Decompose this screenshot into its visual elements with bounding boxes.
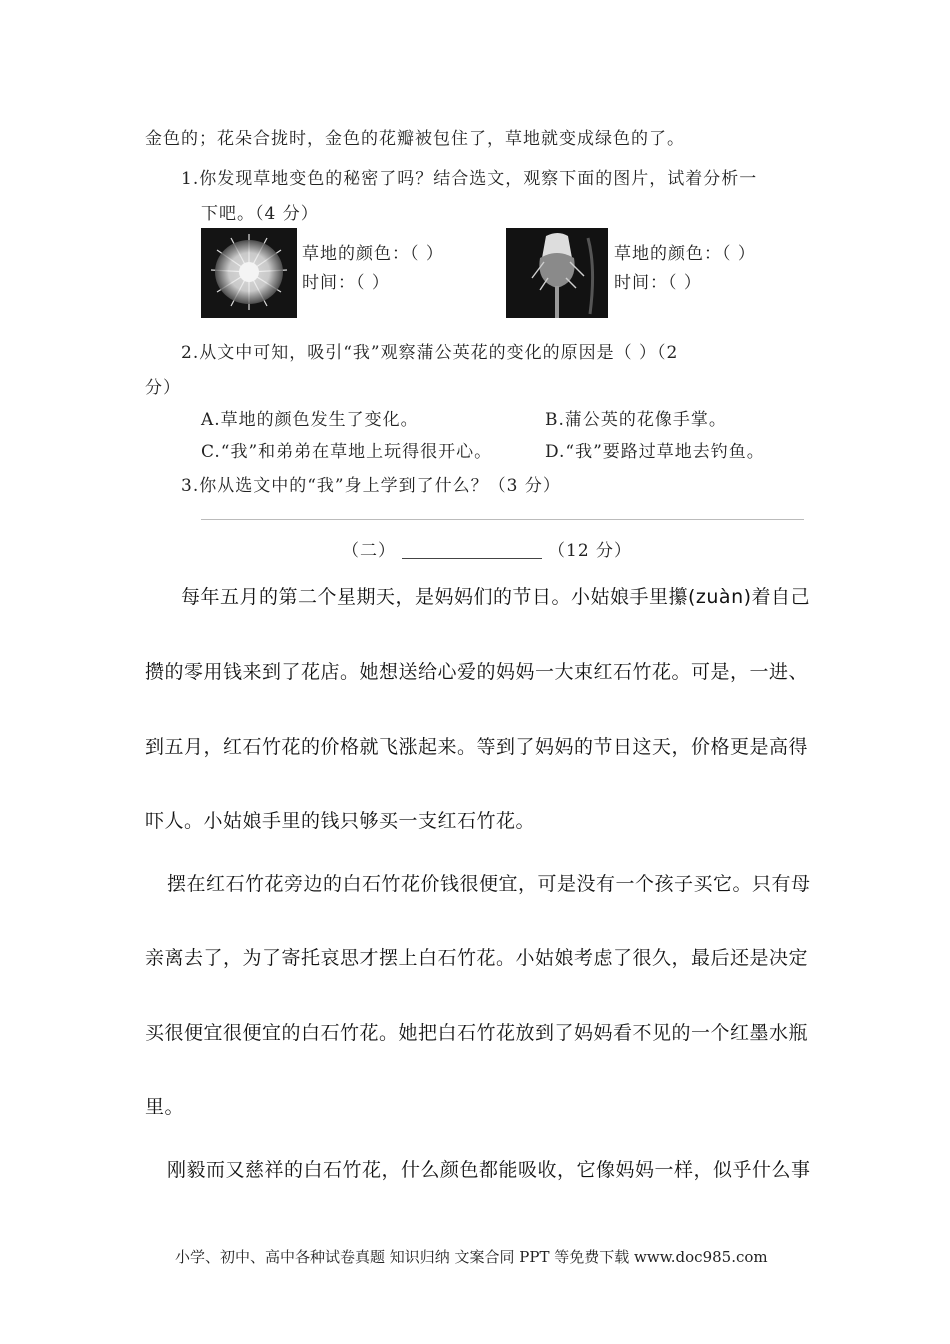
page-footer: 小学、初中、高中各种试卷真题 知识归纳 文案合同 PPT 等免费下载 www.doc985.com	[175, 1248, 768, 1266]
q2-line2: 分）	[145, 378, 181, 398]
passage1-end: 金色的；花朵合拢时，金色的花瓣被包住了，草地就变成绿色的了。	[145, 129, 685, 149]
img1-color-label: 草地的颜色：（ ）	[302, 244, 444, 264]
q1-line1: 1.你发现草地变色的秘密了吗？结合选文，观察下面的图片，试着分析一	[181, 169, 758, 189]
img2-color-label: 草地的颜色：（ ）	[614, 244, 756, 264]
q1-line2: 下吧。（4 分）	[201, 204, 319, 224]
p1-line4: 吓人。小姑娘手里的钱只够买一支红石竹花。	[145, 810, 536, 832]
p1-line1: 每年五月的第二个星期天，是妈妈们的节日。小姑娘手里攥(zuàn)着自己	[181, 586, 811, 608]
p1-line3: 到五月，红石竹花的价格就飞涨起来。等到了妈妈的节日这天，价格更是高得	[145, 736, 809, 758]
q2-option-c: C.“我”和弟弟在草地上玩得很开心。	[201, 442, 493, 462]
p3-line1: 刚毅而又慈祥的白石竹花，什么颜色都能吸收，它像妈妈一样，似乎什么事	[167, 1159, 811, 1181]
q3-answer-line	[201, 519, 804, 520]
section2-title-blank	[402, 544, 542, 559]
img2-time-label: 时间：（ ）	[614, 273, 702, 293]
closed-dandelion-photo	[506, 228, 608, 318]
img1-time-label: 时间：（ ）	[302, 273, 390, 293]
p2-line4: 里。	[145, 1096, 185, 1118]
q2-line1: 2.从文中可知，吸引“我”观察蒲公英花的变化的原因是（ ）（2	[181, 343, 679, 363]
section2-suffix: （12 分）	[548, 541, 633, 561]
q2-option-b: B.蒲公英的花像手掌。	[545, 410, 727, 430]
p2-line2: 亲离去了，为了寄托哀思才摆上白石竹花。小姑娘考虑了很久，最后还是决定	[145, 947, 809, 969]
open-dandelion-photo	[201, 228, 297, 318]
p1-line2: 攒的零用钱来到了花店。她想送给心爱的妈妈一大束红石竹花。可是，一进、	[145, 661, 809, 683]
q2-option-a: A.草地的颜色发生了变化。	[201, 410, 419, 430]
q3-line1: 3.你从选文中的“我”身上学到了什么？（3 分）	[181, 476, 561, 496]
p2-line1: 摆在红石竹花旁边的白石竹花价钱很便宜，可是没有一个孩子买它。只有母	[167, 873, 811, 895]
q2-option-d: D.“我”要路过草地去钓鱼。	[545, 442, 765, 462]
section2-prefix: （二）	[342, 541, 396, 561]
section2-heading	[342, 536, 632, 561]
p2-line3: 买很便宜很便宜的白石竹花。她把白石竹花放到了妈妈看不见的一个红墨水瓶	[145, 1022, 809, 1044]
